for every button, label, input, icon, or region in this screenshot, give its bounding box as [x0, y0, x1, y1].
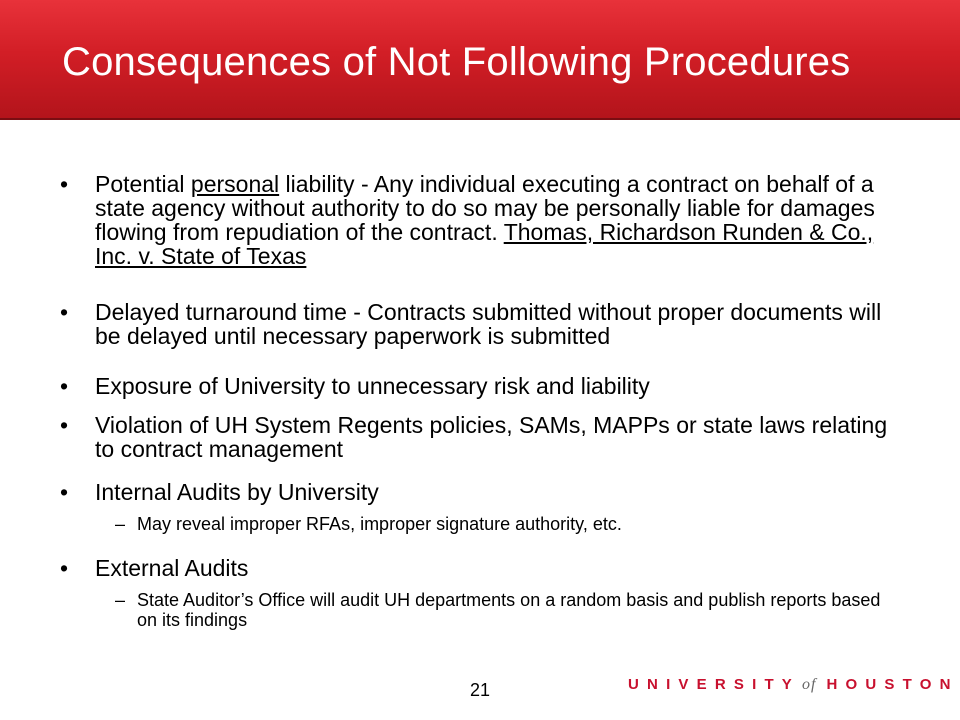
case-citation: Thomas, Richardson Runden & Co., Inc. v. State of Texas	[95, 219, 874, 269]
bullet-text: Exposure of University to unnecessary risk and liability	[95, 373, 650, 399]
sub-bullet-text: May reveal improper RFAs, improper signature authority, etc.	[137, 514, 622, 534]
bullet-marker: •	[60, 555, 69, 581]
bullet-text: External Audits	[95, 555, 249, 581]
bullet-text: Internal Audits by University	[95, 479, 379, 505]
slide-title: Consequences of Not Following Procedures	[62, 40, 851, 84]
logo-word-of: of	[802, 676, 817, 693]
bullet-marker: •	[60, 412, 69, 438]
page-number: 21	[470, 680, 491, 700]
logo-word-university: UNIVERSITY	[628, 676, 801, 693]
logo-word-houston: HOUSTON	[826, 676, 959, 693]
bullet-text: Potential personal liability - Any individual executing a contract on behalf of a state agency without authority to do so may be personally liable for damages flowing from repudiation of the contract. Thomas, Richardson Runden & Co., Inc. v. State of Texas	[95, 171, 875, 269]
bullet-marker: •	[60, 299, 69, 325]
bullet-text: Delayed turnaround time - Contracts submitted without proper documents will be delayed until necessary paperwork is submitted	[95, 299, 882, 349]
bullet-marker: •	[60, 171, 69, 197]
bullet-text: Violation of UH System Regents policies, SAMs, MAPPs or state laws relating to contract management	[95, 412, 888, 462]
bullet-marker: •	[60, 373, 69, 399]
emphasis-personal: personal	[190, 171, 280, 197]
sub-bullet-marker: –	[115, 514, 126, 534]
sub-bullet-marker: –	[115, 590, 126, 610]
bullet-marker: •	[60, 479, 69, 505]
title-banner	[0, 0, 960, 120]
sub-bullet-text: State Auditor’s Office will audit UH departments on a random basis and publish reports based on its findings	[137, 590, 881, 630]
university-of-houston-logo	[628, 676, 959, 694]
